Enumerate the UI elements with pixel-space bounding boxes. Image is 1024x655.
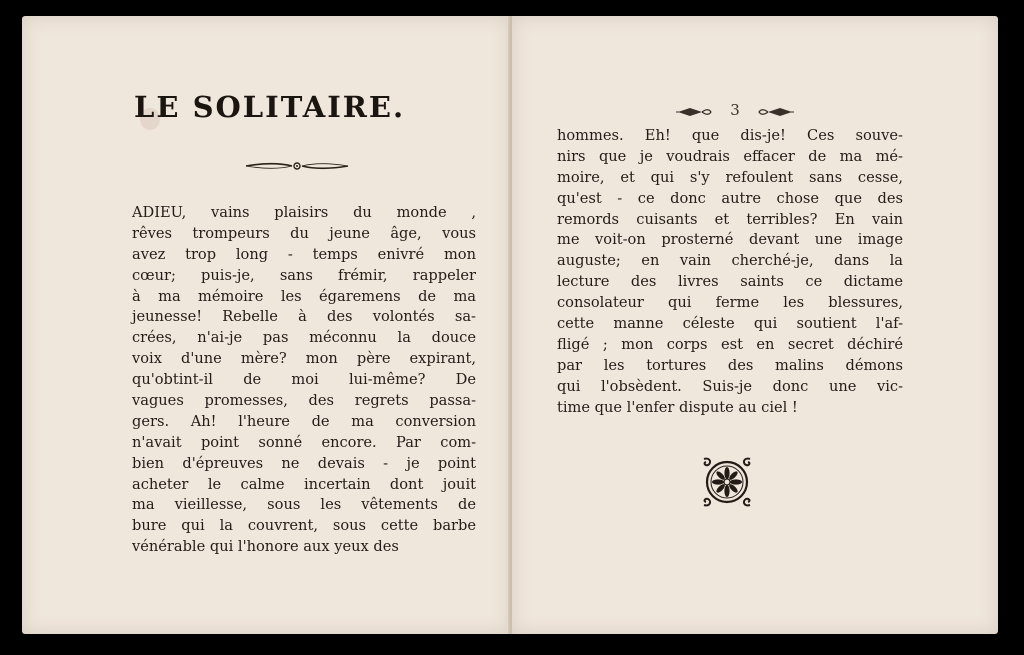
text-line: crées, n'ai-je pas méconnu la douce bbox=[132, 329, 476, 347]
text-line: à ma mémoire les égaremens de ma bbox=[132, 287, 476, 305]
text-line: hommes. Eh! que dis-je! Ces souve- bbox=[557, 127, 903, 144]
page-ornament-icon bbox=[676, 106, 712, 118]
text-line: me voit-on prosterné devant une image bbox=[557, 231, 903, 249]
text-line: qu'est - ce donc autre chose que des bbox=[557, 189, 903, 207]
text-line: qu'obtint-il de moi lui-même? De bbox=[132, 371, 476, 389]
page-header bbox=[670, 100, 800, 124]
left-page-text bbox=[132, 203, 476, 558]
text-line: cœur; puis-je, sans frémir, rappeler bbox=[132, 266, 476, 284]
text-line: ma vieillesse, sous les vêtements de bbox=[132, 496, 476, 514]
text-line: remords cuisants et terribles? En vain bbox=[557, 210, 903, 228]
text-line: bien d'épreuves ne devais - je point bbox=[132, 454, 476, 472]
text-line: vagues promesses, des regrets passa- bbox=[132, 392, 476, 410]
right-page-text bbox=[557, 126, 903, 418]
text-line: lecture des livres saints ce dictame bbox=[557, 273, 903, 291]
text-line: vénérable qui l'honore aux yeux des bbox=[132, 538, 399, 556]
text-line: ADIEU, vains plaisirs du monde , bbox=[132, 204, 476, 221]
text-line: qui l'obsèdent. Suis-je donc une vic- bbox=[557, 377, 903, 395]
text-line: bure qui la couvrent, sous cette barbe bbox=[132, 517, 476, 535]
text-line: cette manne céleste qui soutient l'af- bbox=[557, 315, 903, 333]
text-line: voix d'une mère? mon père expirant, bbox=[132, 350, 476, 368]
right-page bbox=[512, 16, 998, 634]
rosette-icon bbox=[698, 453, 756, 511]
text-line: avez trop long - temps enivré mon bbox=[132, 245, 476, 263]
text-line: auguste; en vain cherché-je, dans la bbox=[557, 252, 903, 270]
text-line: jeunesse! Rebelle à des volontés sa- bbox=[132, 308, 476, 326]
left-page bbox=[22, 16, 510, 634]
text-line: rêves trompeurs du jeune âge, vous bbox=[132, 224, 476, 242]
text-line: fligé ; mon corps est en secret déchiré bbox=[557, 335, 903, 353]
page-ornament-icon bbox=[758, 106, 794, 118]
flourish-rule-icon bbox=[244, 159, 350, 173]
text-line: gers. Ah! l'heure de ma conversion bbox=[132, 412, 476, 430]
text-line: consolateur qui ferme les blessures, bbox=[557, 294, 903, 312]
text-line: time que l'enfer dispute au ciel ! bbox=[557, 398, 798, 416]
text-line: n'avait point sonné encore. Par com- bbox=[132, 433, 476, 451]
text-line: acheter le calme incertain dont jouit bbox=[132, 475, 476, 493]
page-title: LE SOLITAIRE. bbox=[134, 90, 406, 124]
text-line: par les tortures des malins démons bbox=[557, 356, 903, 374]
text-line: moire, et qui s'y refoulent sans cesse, bbox=[557, 168, 903, 186]
text-line: nirs que je voudrais effacer de ma mé- bbox=[557, 147, 903, 165]
page-number: 3 bbox=[730, 101, 740, 119]
